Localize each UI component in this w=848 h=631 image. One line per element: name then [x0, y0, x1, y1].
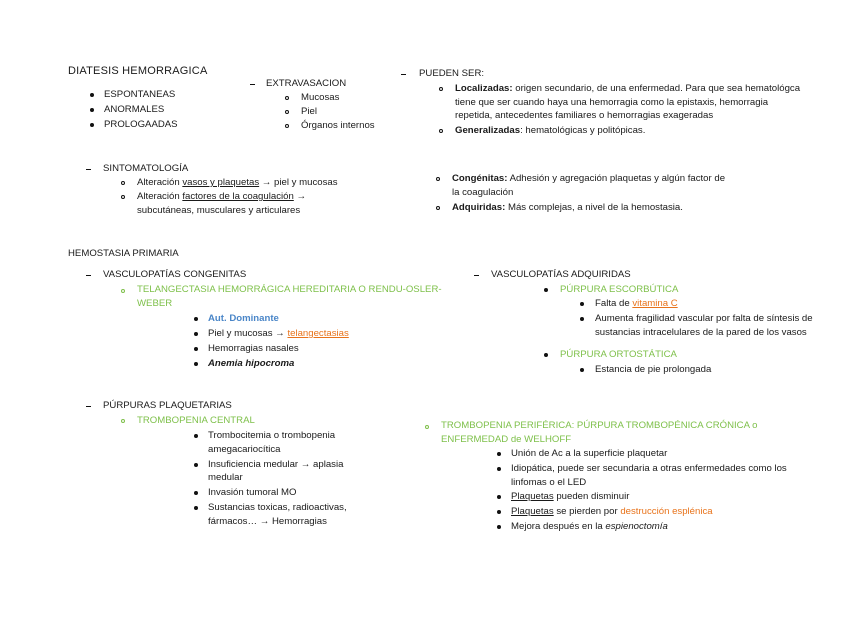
piel-mucosas-line [208, 327, 349, 340]
dash-marker [86, 169, 91, 170]
factores-coagulacion-link: factores de la coagulación [182, 191, 294, 202]
circle-bullet [425, 425, 429, 429]
dash-marker [250, 84, 255, 85]
dash-marker [474, 275, 479, 276]
circle-bullet [285, 110, 289, 114]
bullet-dot [194, 491, 198, 495]
circle-bullet [285, 124, 289, 128]
extravasacion-title: EXTRAVASACION [266, 78, 347, 89]
bullet-dot [90, 93, 94, 97]
plaquetas-pierden-text: se pierden por [553, 506, 621, 517]
circle-bullet [436, 206, 440, 210]
type-prologaadas: PROLOGAADAS [104, 119, 178, 130]
anemia-hipocroma: Anemia hipocroma [208, 358, 295, 369]
hemorragias-nasales: Hemorragias nasales [208, 343, 299, 354]
bullet-dot [497, 495, 501, 499]
trombopenia-periferica-title: TROMBOPENIA PERIFÉRICA: PÚRPURA TROMBOPÉNICA CRÓNICA o [441, 420, 758, 431]
hemostasia-primaria-title: HEMOSTASIA PRIMARIA [68, 248, 179, 259]
purpura-ortostatica: PÚRPURA ORTOSTÁTICA [560, 349, 677, 360]
type-espontaneas: ESPONTANEAS [104, 89, 176, 100]
alteracion-factores-cont: subcutáneas, musculares y articulares [137, 205, 301, 216]
congenitas-line [452, 172, 725, 185]
telangectasias-link: telangectasias [287, 328, 349, 339]
sintomatologia-title: SINTOMATOLOGÍA [103, 163, 189, 174]
alteracion-arrow: → [293, 191, 307, 202]
aumenta-fragilidad-cont: sustancias intracelulares de la pared de los vasos [595, 327, 807, 338]
bullet-dot [194, 332, 198, 336]
congenitas-text-2: la coagulación [452, 187, 514, 198]
purpura-escorbutica: PÚRPURA ESCORBÚTICA [560, 284, 679, 295]
bullet-dot [497, 452, 501, 456]
trombopenia-central: TROMBOPENIA CENTRAL [137, 415, 255, 426]
dash-marker [86, 275, 91, 276]
circle-bullet [439, 87, 443, 91]
falta-text: Falta de [595, 298, 633, 309]
circle-bullet [436, 177, 440, 181]
trombopenia-periferica-title-cont: ENFERMEDAD de WELHOFF [441, 434, 572, 445]
bullet-dot [194, 317, 198, 321]
adquiridas-line [452, 201, 683, 214]
circle-bullet [121, 419, 125, 423]
localizadas-text-3: repetida, antecedentes familiares o hemorragias exageradas [455, 110, 714, 121]
estancia-de-pie: Estancia de pie prolongada [595, 364, 712, 375]
circle-bullet [121, 181, 125, 185]
dash-marker [401, 74, 406, 75]
alteracion-prefix: Alteración [137, 191, 183, 202]
diatesis-title: DIATESIS HEMORRAGICA [68, 65, 208, 77]
plaquetas-disminuir-line [511, 490, 629, 503]
circle-bullet [439, 129, 443, 133]
bullet-dot [194, 434, 198, 438]
trombocitemia-cont: amegacariocítica [208, 444, 281, 455]
falta-vitamina-line [595, 297, 678, 310]
bullet-dot [90, 123, 94, 127]
vitamina-c-link: vitamina C [632, 298, 678, 309]
bullet-dot [497, 525, 501, 529]
bullet-dot [580, 302, 584, 306]
destruccion-esplenica: destrucción esplénica [620, 506, 713, 517]
sustancias-toxicas-cont: fármacos… → Hemorragias [208, 516, 327, 527]
bullet-dot [194, 463, 198, 467]
circle-bullet [121, 195, 125, 199]
adquiridas-text: Más complejas, a nivel de la hemostasia. [505, 202, 683, 213]
invasion-tumoral: Invasión tumoral MO [208, 487, 297, 498]
idiopatica-cont: linfomas o el LED [511, 477, 587, 488]
aut-dominante: Aut. Dominante [208, 313, 279, 324]
bullet-dot [544, 353, 548, 357]
vasos-plaquetas-link: vasos y plaquetas [182, 177, 260, 188]
pueden-ser-title: PUEDEN SER: [419, 68, 485, 79]
bullet-dot [90, 108, 94, 112]
bullet-dot [194, 362, 198, 366]
extravasacion-mucosas: Mucosas [301, 92, 340, 103]
alteracion-result: → piel y mucosas [259, 177, 338, 188]
adquiridas-label: Adquiridas: [452, 202, 506, 213]
generalizadas-label: Generalizadas [455, 125, 521, 136]
bullet-dot [544, 288, 548, 292]
bullet-dot [194, 506, 198, 510]
generalizadas-text: : hematológicas y politópicas. [520, 125, 646, 136]
plaquetas-disminuir-text: pueden disminuir [553, 491, 630, 502]
espienoctomia: espienoctomía [605, 521, 668, 532]
plaquetas-link: Plaquetas [511, 506, 554, 517]
bullet-dot [580, 368, 584, 372]
localizadas-text: origen secundario, de una enfermedad. Para que sea hematológca [512, 83, 801, 94]
circle-bullet [285, 96, 289, 100]
trombocitemia: Trombocitemia o trombopenia [208, 430, 336, 441]
localizadas-text-2: tiene que ser cuando haya una hemorragia como la epistaxis, hemorragia [455, 97, 769, 108]
bullet-dot [194, 347, 198, 351]
mejora-text: Mejora después en la [511, 521, 606, 532]
piel-mucosas-text: Piel y mucosas → [208, 328, 288, 339]
dash-marker [86, 406, 91, 407]
bullet-dot [580, 317, 584, 321]
telangectasia-title-cont: WEBER [137, 298, 173, 309]
insuficiencia-medular-cont: medular [208, 472, 243, 483]
idiopatica: Idiopática, puede ser secundaria a otras enfermedades como los [511, 463, 787, 474]
mejora-line [511, 520, 668, 533]
vasculopatias-congenitas-title: VASCULOPATÍAS CONGENITAS [103, 269, 247, 280]
congenitas-label: Congénitas: [452, 173, 508, 184]
localizadas-line [455, 82, 800, 95]
aumenta-fragilidad: Aumenta fragilidad vascular por falta de síntesis de [595, 313, 813, 324]
vasculopatias-adquiridas-title: VASCULOPATÍAS ADQUIRIDAS [491, 269, 631, 280]
bullet-dot [497, 467, 501, 471]
purpuras-plaquetarias-title: PÚRPURAS PLAQUETARIAS [103, 400, 232, 411]
alteracion-prefix: Alteración [137, 177, 183, 188]
alteracion-vasos-line [137, 176, 338, 189]
extravasacion-organos: Órganos internos [301, 120, 375, 131]
plaquetas-link: Plaquetas [511, 491, 554, 502]
extravasacion-piel: Piel [301, 106, 317, 117]
union-ac: Unión de Ac a la superficie plaquetar [511, 448, 668, 459]
generalizadas-line [455, 124, 645, 137]
telangectasia-title: TELANGECTASIA HEMORRÁGICA HEREDITARIA O RENDU-OSLER- [137, 284, 442, 295]
congenitas-text: Adhesión y agregación plaquetas y algún factor de [507, 173, 726, 184]
plaquetas-pierden-line [511, 505, 713, 518]
insuficiencia-medular: Insuficiencia medular → aplasia [208, 459, 344, 470]
alteracion-factores-line [137, 190, 306, 203]
circle-bullet [121, 289, 125, 293]
bullet-dot [497, 510, 501, 514]
sustancias-toxicas: Sustancias toxicas, radioactivas, [208, 502, 347, 513]
type-anormales: ANORMALES [104, 104, 165, 115]
localizadas-label: Localizadas: [455, 83, 513, 94]
